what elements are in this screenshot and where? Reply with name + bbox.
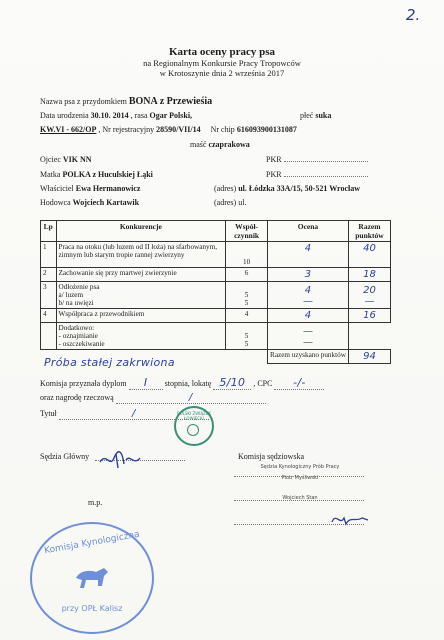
mother-label: Matka: [40, 170, 61, 179]
row5-coef-b: 5: [244, 340, 249, 348]
stamp-rect-line1: Sędzia Kynologiczny Prób Pracy: [260, 464, 340, 470]
col-coefficient: Współ-czynnik: [226, 221, 268, 242]
mother-value: POLKA z Huculskiej Łąki: [62, 170, 153, 179]
chief-judge-signature-icon: [96, 448, 142, 472]
row2-points: 18: [348, 268, 390, 282]
dog-name: BONA z Przewieśia: [128, 96, 213, 107]
row5-title: Dodatkowo:: [58, 324, 95, 332]
committee-label: Komisja sędziowska: [238, 452, 304, 461]
row4-score: 4: [268, 309, 349, 323]
row5-lp: [41, 323, 57, 350]
row5-score-a: —: [302, 326, 313, 337]
row5-coef: [226, 323, 268, 350]
score-table: [40, 220, 391, 364]
row1-coef: 10: [226, 242, 268, 268]
father-pkr-label: PKR: [266, 155, 282, 164]
row1-points: 40: [348, 242, 390, 268]
breeder-addr-label: (adres): [214, 198, 237, 207]
owner-value: Ewa Hermanowicz: [75, 184, 141, 193]
color-label: maść: [190, 140, 207, 149]
row1-competition: Praca na otoku (lub luzem od II łoża) na sfarbowanym, zimnym lub starym tropie rannej zwierzyny: [56, 242, 226, 268]
row4-points: 16: [348, 309, 390, 323]
col-lp: Lp: [41, 221, 57, 242]
dog-name-row: [40, 96, 212, 107]
document-subtitle: na Regionalnym Konkursie Pracy Tropowców: [143, 58, 301, 68]
title-value: /: [59, 408, 209, 420]
row3-coef-b: 5: [244, 299, 249, 307]
breeder-label: Hodowca: [40, 198, 71, 207]
cpc-label: , CPC: [253, 379, 273, 388]
mother-pkr-label: PKR: [266, 170, 282, 179]
row3-sub-a: a/ luzem: [58, 291, 84, 299]
degree-label: stopnia,: [164, 379, 190, 388]
owner-addr-label: (adres): [214, 184, 237, 193]
father-pkr-line: [284, 161, 368, 162]
document-title: Karta oceny pracy psa: [168, 46, 275, 58]
father-row: [40, 155, 92, 164]
sex-row: [300, 111, 331, 120]
father-label: Ojciec: [40, 155, 61, 164]
mother-pkr-line: [284, 176, 368, 177]
kennel-commission-stamp: [30, 522, 154, 634]
cpc-value: -/-: [274, 376, 324, 390]
place-label: lokatę: [191, 379, 212, 388]
reg-label: , Nr rejestracyjny: [98, 125, 155, 134]
chip-value: 616093900131087: [236, 125, 297, 134]
col-points: Razem punktów: [348, 221, 390, 242]
row5-coef-a: 5: [244, 332, 249, 340]
owner-addr-value: ul. Łódzka 33A/15, 50-521 Wrocław: [238, 184, 361, 193]
row2-score: 3: [268, 268, 349, 282]
row3-score: [268, 282, 349, 309]
dog-silhouette-icon: [70, 560, 114, 596]
row5-points-empty: [348, 323, 390, 350]
page-number: 2.: [406, 6, 421, 24]
stamp-rect-line3: Wojciech Stan: [282, 495, 318, 501]
stamp-round-text: POLSKI ZWIĄZEK ŁOWIECKI: [177, 411, 211, 421]
row3-sub-b: b/ na uwięzi: [58, 299, 94, 307]
table-row: [41, 242, 391, 268]
father-value: VIK NN: [62, 155, 92, 164]
row4-lp: 4: [41, 309, 57, 323]
row3-lp: 3: [41, 282, 57, 309]
prize-row: [40, 392, 266, 404]
row3-competition: [56, 282, 226, 309]
row3-coef: [226, 282, 268, 309]
col-competitions: Konkurencje: [56, 221, 226, 242]
table-row: [41, 268, 391, 282]
dob-value: 30.10. 2014: [90, 111, 129, 120]
row5-sub-a: - oznajmianie: [58, 332, 98, 340]
color-row: [190, 140, 250, 149]
sex-value: suka: [315, 111, 332, 120]
row2-coef: 6: [226, 268, 268, 282]
breeder-address: [214, 198, 246, 207]
owner-address: [214, 184, 360, 193]
stamp-big-top-text: Komisja Kynologiczna: [43, 529, 141, 557]
reg-value: 28590/VII/14: [156, 125, 201, 134]
dob-label: Data urodzenia: [40, 111, 89, 120]
owner-label: Właściciel: [40, 184, 74, 193]
father-pkr: [266, 155, 368, 164]
breeder-addr-value: ul.: [238, 198, 247, 207]
row5-score-b: —: [302, 337, 313, 348]
diploma-value: I: [129, 376, 163, 390]
seal-placeholder-label: m.p.: [88, 498, 103, 507]
handwritten-note: Próba stałej zakrwiona: [44, 356, 175, 369]
total-label: Razem uzyskano punktów: [268, 350, 349, 364]
mother-row: [40, 170, 153, 179]
dob-row: [40, 111, 192, 120]
row5-score: [268, 323, 349, 350]
document-event-date: w Krotoszynie dnia 2 września 2017: [159, 68, 285, 78]
diploma-row: [40, 376, 324, 390]
row4-competition: Współpraca z przewodnikiem: [56, 309, 226, 323]
table-header-row: [41, 221, 391, 242]
committee-signature-icon: [330, 510, 370, 530]
breeder-row: [40, 198, 139, 207]
row3-points: [348, 282, 390, 309]
col-score: Ocena: [268, 221, 349, 242]
committee-line-1: [234, 476, 364, 477]
mother-pkr: [266, 170, 368, 179]
place-value: 5/10: [213, 376, 251, 390]
table-row: [41, 323, 391, 350]
row3-points-a: 20: [363, 285, 376, 296]
row3-title: Odłożenie psa: [58, 283, 100, 291]
table-row: [41, 309, 391, 323]
breed-label: , rasa: [130, 111, 148, 120]
kw-number: KW.VI - 662/OP: [40, 125, 97, 134]
row5-sub-b: - oszczekiwanie: [58, 340, 105, 348]
stamp-big-bottom-text: przy OPŁ Kalisz: [61, 604, 123, 613]
title-label: Tytuł: [40, 409, 57, 418]
registration-row: [40, 125, 297, 134]
stamp-rect-line2: Piotr Myśliwski: [281, 475, 319, 481]
row5-competition: [56, 323, 226, 350]
row1-lp: 1: [41, 242, 57, 268]
prize-value: /: [116, 392, 266, 404]
row3-score-a: 4: [304, 285, 312, 296]
chip-label: Nr chip: [210, 125, 235, 134]
color-value: czaprakowa: [208, 140, 250, 149]
pzl-round-stamp: [174, 406, 214, 446]
row3-points-b: —: [364, 296, 375, 307]
row1-score: 4: [268, 242, 349, 268]
sex-label: płeć: [300, 111, 314, 120]
total-value: 94: [348, 350, 390, 364]
row3-coef-a: 5: [244, 291, 249, 299]
row3-score-b: —: [302, 296, 313, 307]
stamp-emblem-icon: [187, 424, 199, 436]
row2-lp: 2: [41, 268, 57, 282]
dog-name-label: Nazwa psa z przydomkiem: [40, 97, 127, 106]
chief-judge-label: Sędzia Główny: [40, 452, 90, 461]
owner-row: [40, 184, 140, 193]
table-row: [41, 282, 391, 309]
row4-coef: 4: [226, 309, 268, 323]
breed-value: Ogar Polski,: [149, 111, 193, 120]
prize-label: oraz nagrodę rzeczową: [40, 393, 114, 402]
row2-competition: Zachowanie się przy martwej zwierzynie: [56, 268, 226, 282]
committee-line-2: [234, 500, 364, 501]
breeder-value: Wojciech Kartawik: [72, 198, 140, 207]
judge-rect-stamp: [250, 464, 350, 502]
diploma-label: Komisja przyznała dyplom: [40, 379, 127, 388]
